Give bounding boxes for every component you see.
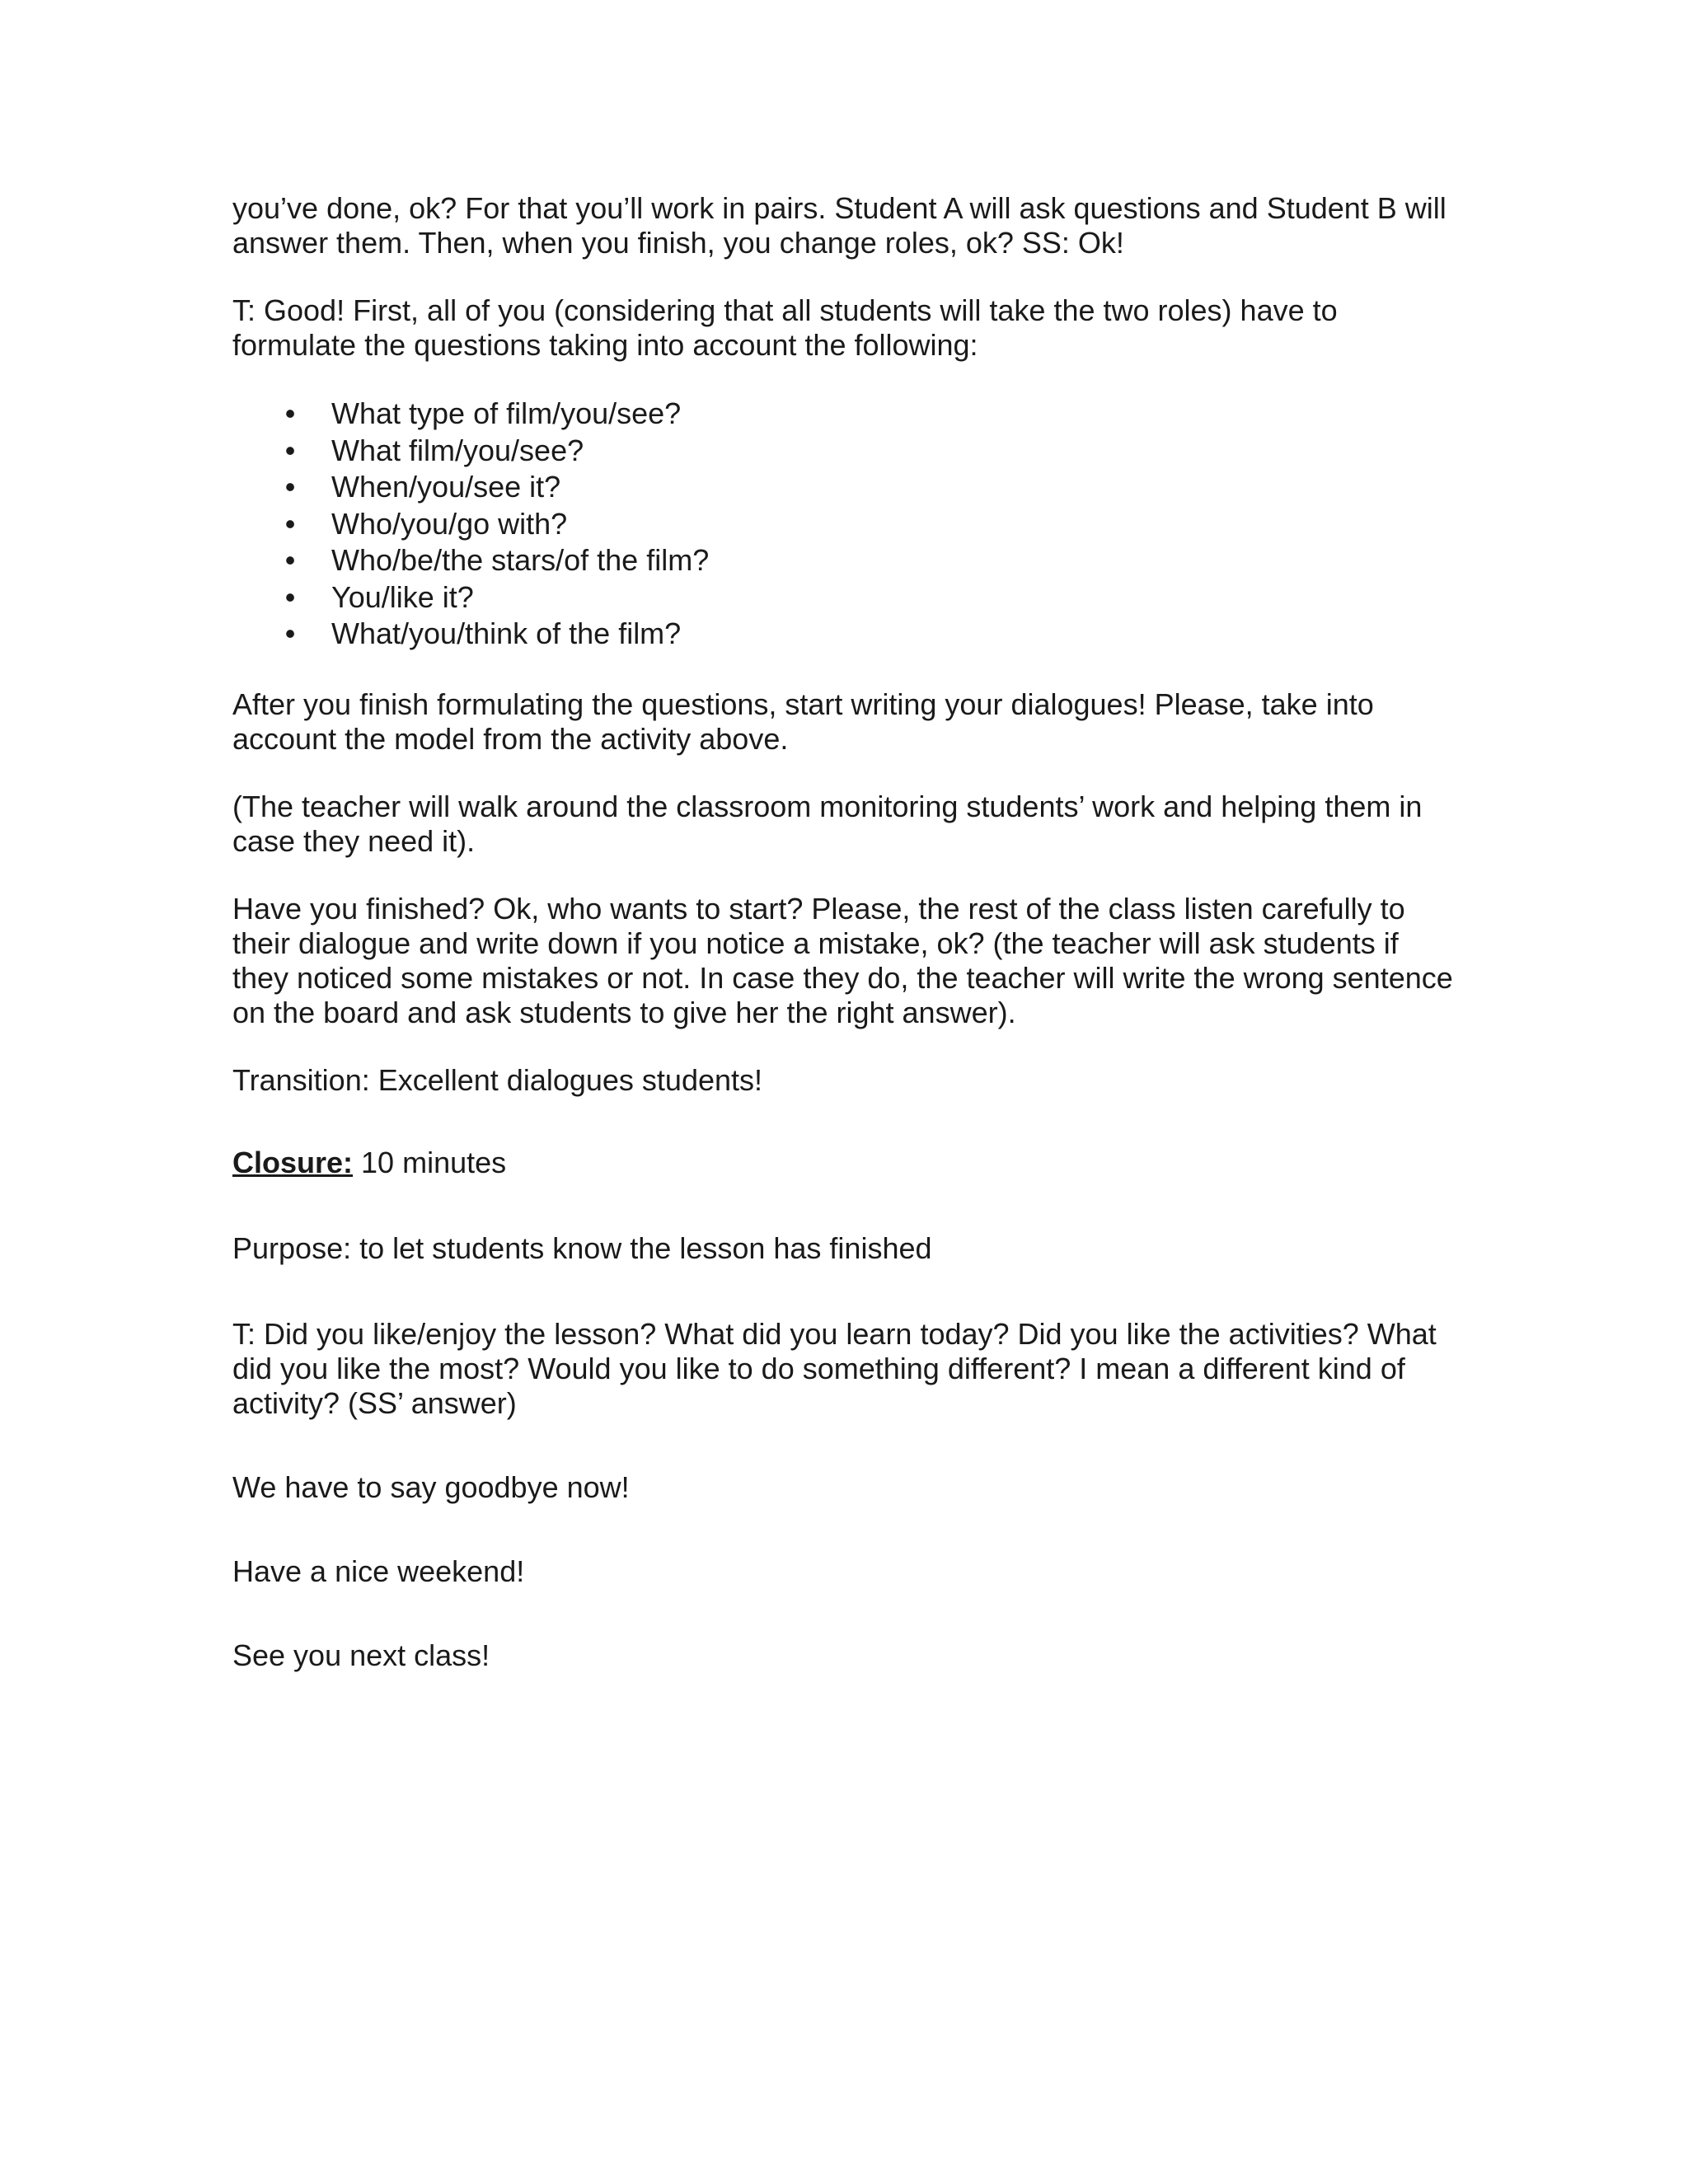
closure-label: Closure: bbox=[232, 1145, 354, 1179]
bullet-icon: • bbox=[284, 470, 296, 504]
finished-paragraph: Have you finished? Ok, who wants to start? Please, the rest of the class listen carefully to their dialogue and write down if you notice a mistake, ok? (the teacher will ask students if they noticed some mistakes or not. In case they do, the teacher will write the wrong sentence on the board and ask students to give her the right answer). bbox=[232, 891, 1453, 1029]
question-prompts-list bbox=[232, 396, 1461, 653]
bullet-icon: • bbox=[284, 579, 296, 614]
purpose-paragraph: Purpose: to let students know the lesson has finished bbox=[232, 1230, 932, 1265]
weekend-line: Have a nice weekend! bbox=[232, 1554, 525, 1588]
list-item: • What type of film/you/see? bbox=[232, 396, 1461, 433]
instructions-paragraph: T: Good! First, all of you (considering that all students will take the two roles) have to formulate the questions taking into account the following: bbox=[232, 293, 1338, 362]
bullet-icon: • bbox=[284, 616, 296, 650]
document-body bbox=[232, 191, 1461, 1673]
list-item: • Who/you/go with? bbox=[232, 506, 1461, 543]
list-item: • Who/be/the stars/of the film? bbox=[232, 542, 1461, 579]
list-item: • What film/you/see? bbox=[232, 433, 1461, 470]
goodbye-line: We have to say goodbye now! bbox=[232, 1469, 630, 1504]
intro-paragraph: you’ve done, ok? For that you’ll work in pairs. Student A will ask questions and Student B will answer them. Then, when you finish, you change roles, ok? SS: Ok! bbox=[232, 191, 1447, 260]
bullet-icon: • bbox=[284, 433, 296, 467]
closure-time: 10 minutes bbox=[353, 1145, 507, 1179]
next-class-line: See you next class! bbox=[232, 1638, 490, 1672]
closure-heading bbox=[232, 1146, 1461, 1180]
teacher-note-paragraph: (The teacher will walk around the classroom monitoring students’ work and helping them in case they need it). bbox=[232, 789, 1423, 858]
list-item: • You/like it? bbox=[232, 579, 1461, 616]
transition-paragraph: Transition: Excellent dialogues students! bbox=[232, 1062, 763, 1097]
bullet-icon: • bbox=[284, 543, 296, 577]
bullet-icon: • bbox=[284, 396, 296, 430]
list-item: • What/you/think of the film? bbox=[232, 616, 1461, 653]
bullet-icon: • bbox=[284, 506, 296, 541]
after-paragraph: After you finish formulating the questions, start writing your dialogues! Please, take into account the model from the activity above. bbox=[232, 687, 1374, 756]
list-item: • When/you/see it? bbox=[232, 469, 1461, 506]
questions-paragraph: T: Did you like/enjoy the lesson? What did you learn today? Did you like the activities? What did you like the most? Would you like to do something different? I mean a different kind of activity? (SS’ answer) bbox=[232, 1316, 1437, 1420]
